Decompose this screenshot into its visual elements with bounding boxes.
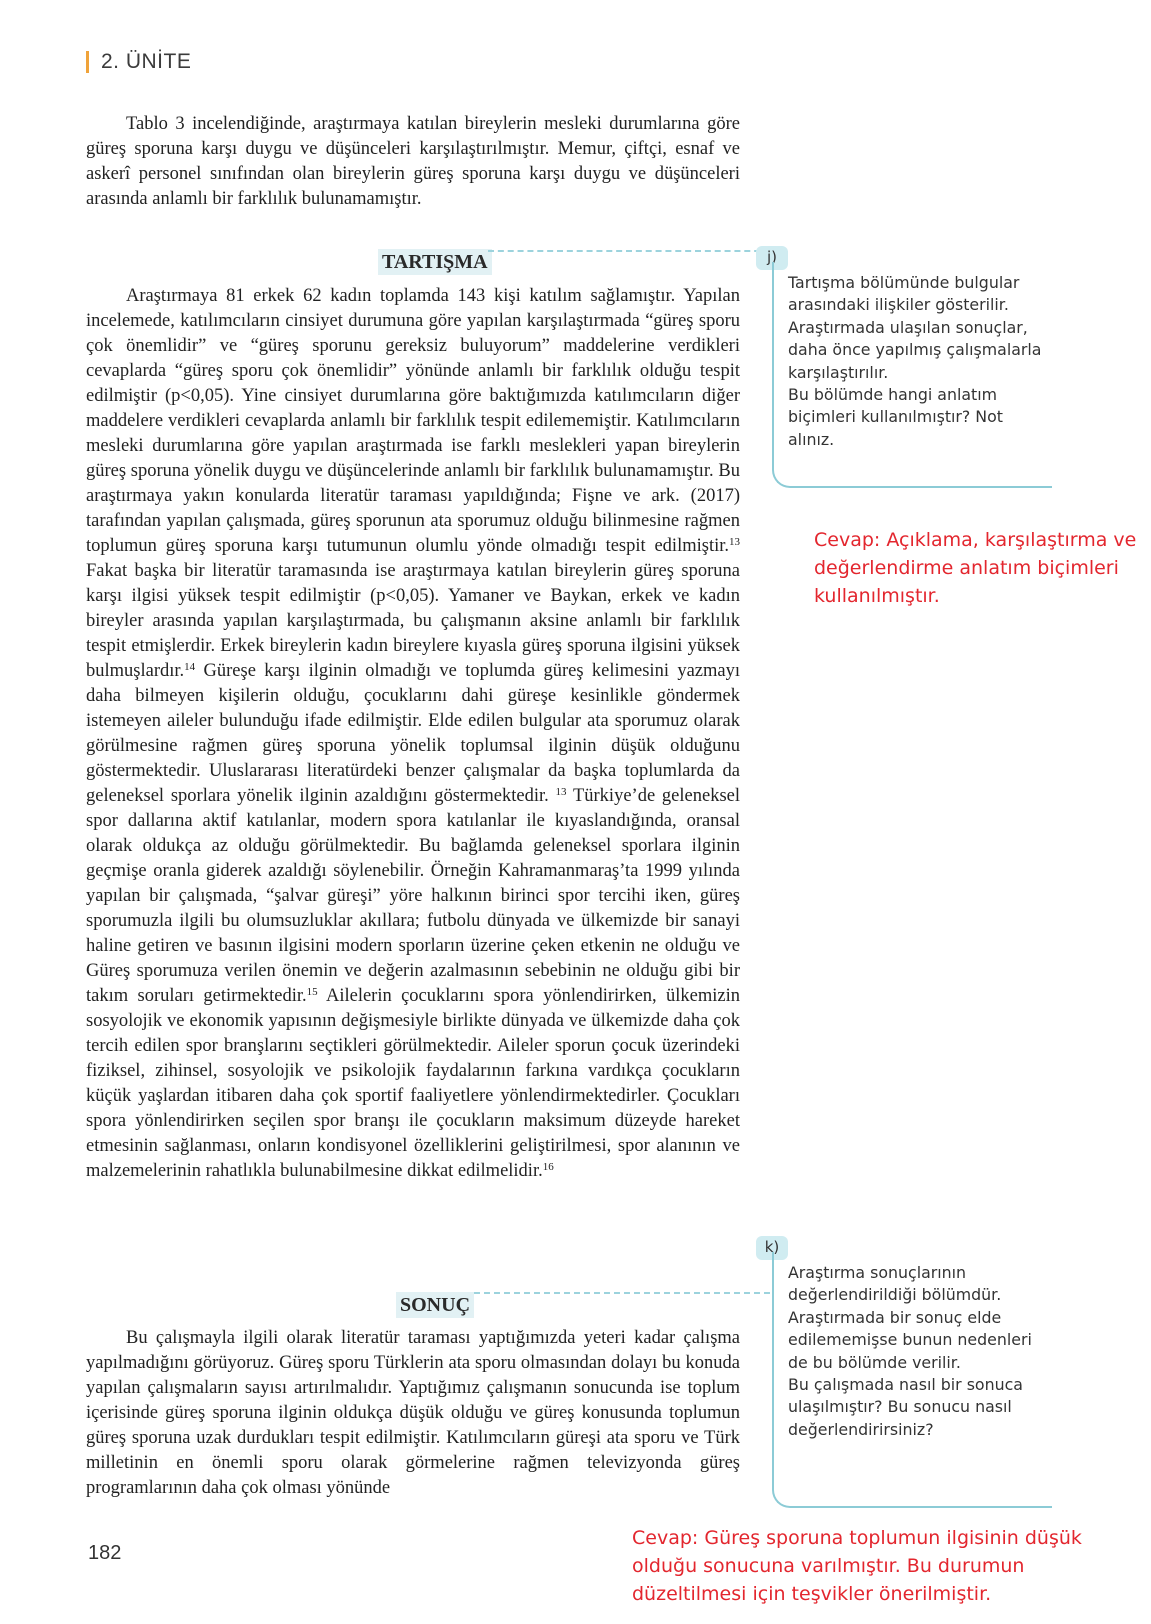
tartisma-paragraph: [86, 284, 740, 1184]
tartisma-text-4: Türkiye’de geleneksel spor dallarına aktif katılanlar, modern spora katılanlar ile kıyaslandığında, oransal olarak oldukça az olduğu görülmektedir. Bu bağlamda geleneksel sporlara ilginin geçmişe oranla giderek azaldığı söylenebilir. Örneğin Kahramanmaraş’ta 1999 yılında yapılan bir çalışmada, “şalvar güreşi” yöre halkının birinci spor tercihi iken, güreş sporumuzla ilgili bu olumsuzluklar akıllara; futbolu dünyada ve ülkemizde bir sanayi haline getiren ve basının ilgisini modern sporların üzerine çeken etkenin ne olduğu ve Güreş sporumuza verilen önemin ve değerin azalmasının sebebinin ne olduğu gibi bir takım soruları getirmektedir.: [86, 786, 740, 1006]
tartisma-text-1: Araştırmaya 81 erkek 62 kadın toplamda 143 kişi katılım sağlamıştır. Yapılan incelemede, katılımcıların cinsiyet durumuna göre yapılan karşılaştırmada “güreş sporu çok önemlidir” ve “güreş sporunu gereksiz buluyorum” maddelerine verdikleri cevaplarda “güreş sporu çok önemlidir” yönünde anlamlı bir farklılık olduğu tespit edilmiştir (p<0,05). Yine cinsiyet durumlarına göre baktığımızda katılımcıların diğer maddelere verdikleri cevaplarda anlamlı bir farklılık tespit edilememiştir. Katılımcıların mesleki durumlarına göre yapılan araştırmada ise farklı meslekleri yapan bireylerin güreş sporuna yönelik duygu ve düşüncelerinde anlamlı bir farklılık bulunamamıştır. Bu araştırmaya yakın konularda literatür taraması yapıldığında; Fişne ve ark. (2017) tarafından yapılan çalışmada, güreş sporunun ata sporumuz olduğu bilinmesine rağmen toplumun güreş sporuna karşı tutumunun olumlu yönde olmadığı tespit edilmiştir.: [86, 286, 740, 556]
note-k-text: Araştırma sonuçlarının değerlendirildiği bölümdür. Araştırmada bir sonuç elde edilememişse bunun nedenleri de bu bölümde verilir.: [788, 1263, 1032, 1372]
note-k-question: Bu çalışmada nasıl bir sonuca ulaşılmıştır? Bu sonucu nasıl değerlendirirsiniz?: [788, 1375, 1023, 1439]
note-j-tab: j): [756, 246, 788, 270]
note-j-box: [772, 262, 1052, 488]
unit-header: [86, 50, 191, 74]
tartisma-connector-line: [488, 250, 770, 252]
tartisma-text-2: Fakat başka bir literatür taramasında ise araştırmaya katılan bireylerin güreş sporuna karşı ilgisi yüksek tespit edilmiştir (p<0,05). Yamaner ve Baykan, erkek ve kadın bireyler arasında yapılan karşılaştırmada, bu çalışmanın aksine anlamlı bir farklılık tespit etmişlerdir. Erkek bireylerin kadın bireylere kıyasla güreş sporuna ilgisini yüksek bulmuşlardır.: [86, 561, 740, 681]
tartisma-heading: TARTIŞMA: [378, 249, 492, 275]
note-k-box: [772, 1252, 1052, 1508]
unit-accent-bar: [86, 51, 89, 73]
intro-paragraph: [86, 112, 740, 212]
tartisma-section: [86, 284, 740, 1184]
intro-text: Tablo 3 incelendiğinde, araştırmaya katılan bireylerin mesleki durumlarına göre güreş sporuna karşı duygu ve düşünceleri karşılaştırılmıştır. Memur, çiftçi, esnaf ve askerî personel sınıfından olan bireylerin güreş sporuna karşı duygu ve düşünceleri arasında anlamlı bir farklılık bulunamamıştır.: [86, 114, 740, 209]
note-j-question: Bu bölümde hangi anlatım biçimleri kullanılmıştır? Not alınız.: [788, 385, 1003, 449]
tartisma-text-5: Ailelerin çocuklarını spora yönlendirirken, ülkemizin sosyolojik ve ekonomik yapısının değişmesiyle birlikte dünyada ve ülkemizde daha çok tercih edilen spor branşlarını seçtikleri görülmektedir. Aileler sporun çocuk üzerindeki fiziksel, zihinsel, sosyolojik ve psikolojik faydalarının farkına vardıkça çocukların küçük yaşlardan itibaren daha çok sportif faaliyetlere yönlendirmektedirler. Çocukları spora yönlendirirken seçilen spor branşı ile çocukların maksimum düzeyde hareket etmesinin sağlanması, onların kondisyonel özelliklerini geliştirilmesi, spor alanının ve malzemelerinin rahatlıkla bulunabilmesine dikkat edilmelidir.: [86, 986, 740, 1181]
sonuc-connector-line: [474, 1292, 770, 1294]
footnote-ref: 13: [729, 536, 740, 548]
footnote-ref: 15: [306, 986, 318, 998]
sonuc-heading: SONUÇ: [396, 1292, 474, 1318]
footnote-ref: 16: [542, 1161, 554, 1173]
sonuc-text: Bu çalışmayla ilgili olarak literatür taraması yaptığımızda yeteri kadar çalışma yapılmadığını görüyoruz. Güreş sporu Türklerin ata sporu olmasından dolayı bu konuda yapılan çalışmaların sayısı artırılmalıdır. Yaptığımız çalışmanın sonucunda ise toplum içerisinde güreş sporuna ilginin oldukça düşük olduğu ve güreş konusunda toplumun güreş sporuna uzak durdukları tespit edilmiştir. Katılımcıların güreşi ata sporu ve Türk milletinin en önemli sporu olarak görmelerine rağmen televizyonda güreş programlarının daha çok olması yönünde: [86, 1328, 740, 1498]
page-number: 182: [88, 1542, 122, 1564]
note-k-tab: k): [756, 1236, 788, 1260]
answer-k: Cevap: Güreş sporuna toplumun ilgisinin düşük olduğu sonucuna varılmıştır. Bu durumun düzeltilmesi için teşvikler önerilmiştir.: [632, 1527, 1082, 1605]
tartisma-text-3: Güreşe karşı ilginin olmadığı ve toplumda güreş kelimesini yazmayı daha bilmeyen kişilerin olduğu, çocuklarını dahi güreşe kesinlikle göndermek istemeyen aileler bulunduğu ifade edilmiştir. Elde edilen bulgular ata sporumuz olarak görülmesine rağmen güreş sporuna yönelik toplumsal ilginin düşük olduğunu göstermektedir. Uluslararası literatürdeki benzer çalışmalar da başka toplumlarda da geleneksel sporlara yönelik ilginin azaldığını göstermektedir.: [86, 661, 740, 806]
footnote-ref: 14: [184, 661, 196, 673]
answer-j: Cevap: Açıklama, karşılaştırma ve değerlendirme anlatım biçimleri kullanılmıştır.: [814, 529, 1137, 607]
unit-title: 2. ÜNİTE: [101, 50, 192, 73]
note-j-text: Tartışma bölümünde bulgular arasındaki ilişkiler gösterilir. Araştırmada ulaşılan sonuçlar, daha önce yapılmış çalışmalarla karşılaştırılır.: [788, 273, 1042, 382]
footnote-ref: 13: [555, 786, 567, 798]
sonuc-section: [86, 1326, 740, 1501]
